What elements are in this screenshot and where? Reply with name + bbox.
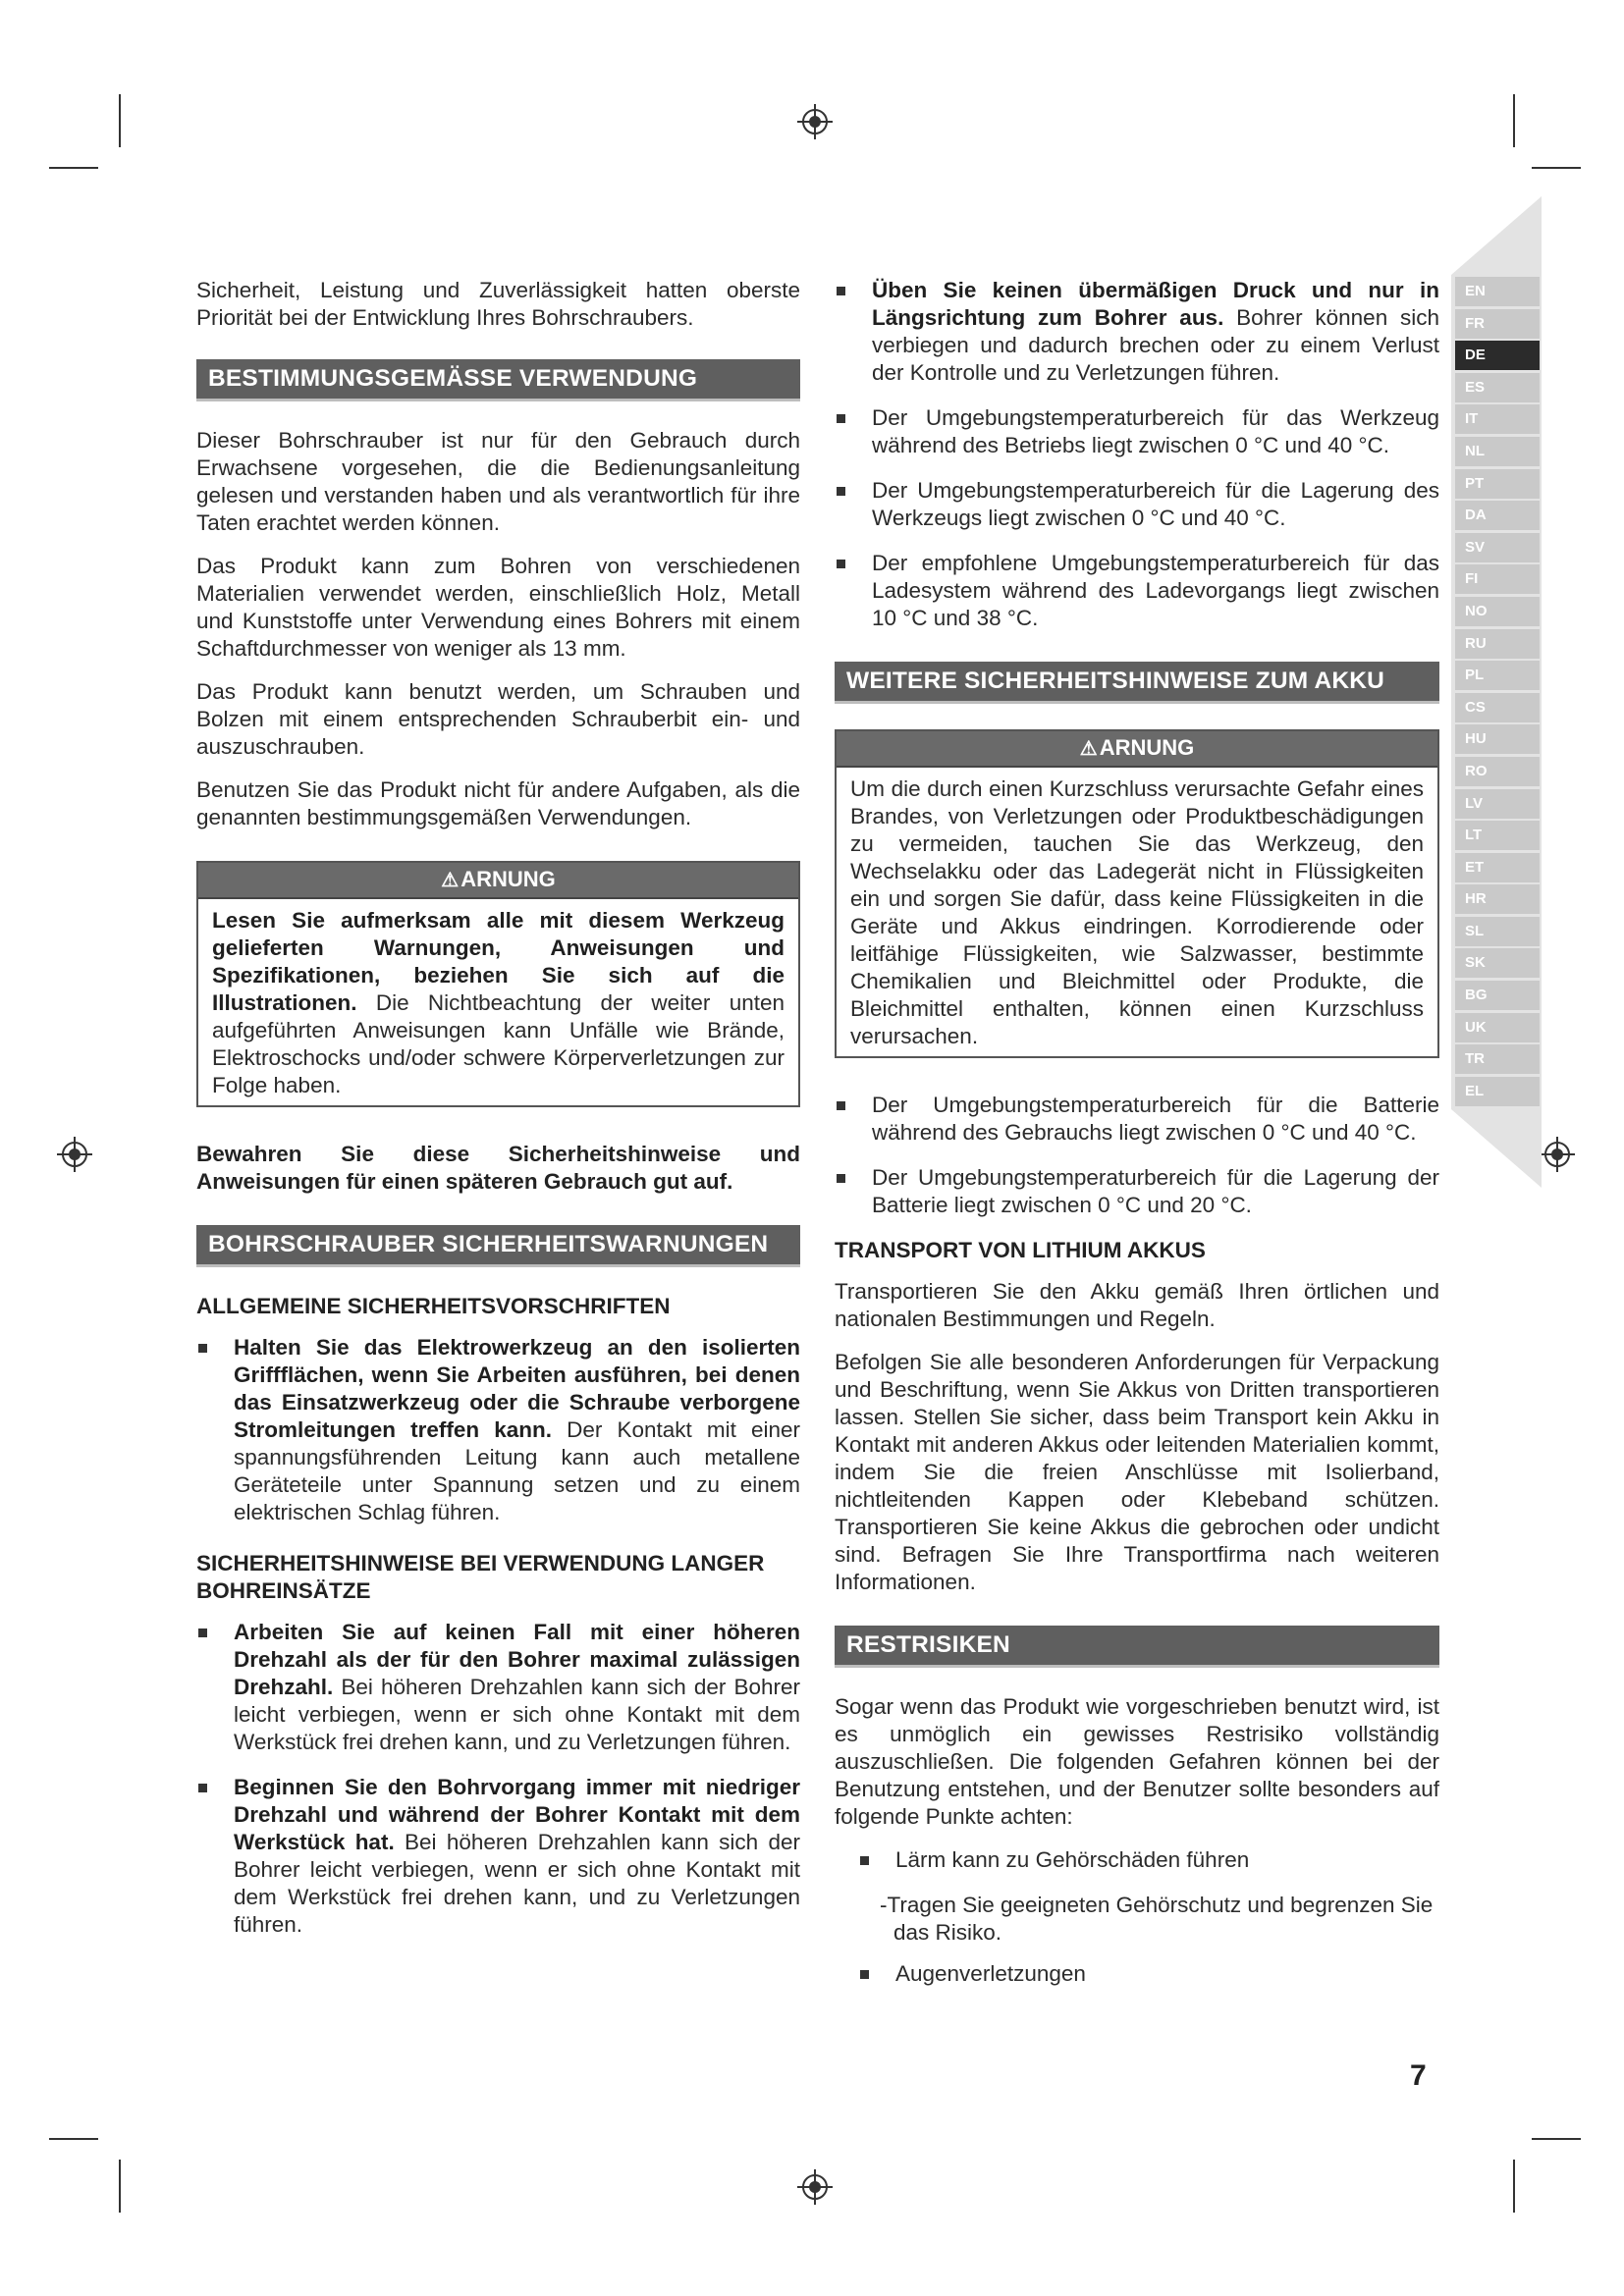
- language-tab-pt[interactable]: PT: [1455, 469, 1540, 499]
- crop-mark: [119, 2160, 121, 2213]
- language-tab-pl[interactable]: PL: [1455, 661, 1540, 690]
- language-tab-bg[interactable]: BG: [1455, 981, 1540, 1010]
- list-item: [835, 404, 1439, 459]
- paragraph: Sogar wenn das Produkt wie vorgeschrieben benutzt wird, ist es unmöglich ein gewisses Restrisiko vollständig auszuschließen. Die folgenden Gefahren können bei der Benutzung entstehen, und der Benutzer sollte besonders auf folgende Punkte achten:: [835, 1694, 1439, 1829]
- language-tab-cs[interactable]: CS: [1455, 693, 1540, 722]
- language-tab-uk[interactable]: UK: [1455, 1013, 1540, 1042]
- bullet-text: Der Umgebungstemperaturbereich für die Lagerung des Werkzeugs liegt zwischen 0 °C und 40 °C.: [872, 478, 1439, 530]
- crop-mark: [1532, 2138, 1581, 2140]
- bullet-icon: [860, 1856, 869, 1865]
- registration-mark-icon: [795, 102, 835, 141]
- language-tab-sl[interactable]: SL: [1455, 917, 1540, 946]
- bullet-text: Augenverletzungen: [895, 1961, 1086, 1986]
- warning-body: Um die durch einen Kurzschluss verursachte Gefahr eines Brandes, von Verletzungen oder Produktbeschädigungen zu vermeiden, tauchen Sie das Werkzeug, den Wechselakku oder das Ladegerät nicht in Flüssigkeiten ein und sorgen Sie dafür, dass keine Flüssigkeiten in die Geräte und Akkus eindringen. Korrodierende oder leitfähige Flüssigkeiten, wie Salzwasser, bestimmte Chemikalien und Bleichmittel oder Produkte, die Bleichmittel enthalten, können einen Kurzschluss verursachen.: [850, 776, 1424, 1048]
- list-item: [835, 550, 1439, 632]
- bullet-icon: [198, 1629, 207, 1637]
- bullet-icon: [198, 1784, 207, 1792]
- language-tab-sk[interactable]: SK: [1455, 948, 1540, 978]
- list-item: [835, 1846, 1439, 1874]
- warning-bold-text: Lesen Sie aufmerksam alle mit diesem Werkzeug gelieferten Warnungen, Anweisungen und Spezifikationen, beziehen Sie sich auf die Illustrationen.: [212, 908, 785, 1015]
- bullet-icon: [837, 487, 845, 496]
- language-tab-et[interactable]: ET: [1455, 853, 1540, 882]
- language-tabs: [1455, 277, 1540, 1108]
- bullet-text: Bei höheren Drehzahlen kann sich der Bohrer leicht verbiegen, wenn er sich ohne Kontakt mit dem Werkstück frei drehen kann, und zu Verletzungen führen.: [234, 1830, 800, 1937]
- warning-box: [196, 861, 800, 1107]
- language-tab-ru[interactable]: RU: [1455, 629, 1540, 659]
- paragraph: Dieser Bohrschrauber ist nur für den Gebrauch durch Erwachsene vorgesehen, die die Bedienungsanleitung gelesen und verstanden haben und als verantwortlich für ihre Taten erachtet werden können.: [196, 428, 800, 535]
- bullet-text: Der empfohlene Umgebungstemperaturbereich für das Ladesystem während des Ladevorgangs liegt zwischen 10 °C und 38 °C.: [872, 551, 1439, 630]
- list-item: [196, 1334, 800, 1526]
- bullet-icon: [837, 560, 845, 568]
- language-tab-hu[interactable]: HU: [1455, 724, 1540, 754]
- warning-icon: ⚠: [1079, 738, 1098, 760]
- paragraph: Das Produkt kann zum Bohren von verschiedenen Materialien verwendet werden, einschließlich Holz, Metall und Kunststoffe unter Verwendung eines Bohrers mit einem Schaftdurchmesser von weniger als 13 mm.: [196, 554, 800, 661]
- language-tab-el[interactable]: EL: [1455, 1077, 1540, 1106]
- subheading: TRANSPORT VON LITHIUM AKKUS: [835, 1238, 1206, 1262]
- bullet-icon: [837, 1101, 845, 1110]
- warning-text: Die Nichtbeachtung der weiter unten aufgeführten Anweisungen kann Unfälle wie Brände, Elektroschocks und/oder schwere Körperverletzungen zur Folge haben.: [212, 990, 785, 1097]
- bullet-text: Der Umgebungstemperaturbereich für die Lagerung der Batterie liegt zwischen 0 °C und 20 °C.: [872, 1165, 1439, 1217]
- keep-instructions: Bewahren Sie diese Sicherheitshinweise und Anweisungen für einen späteren Gebrauch gut auf.: [196, 1142, 800, 1194]
- section-heading: BESTIMMUNGSGEMÄSSE VERWENDUNG: [196, 359, 800, 401]
- list-item: [835, 1164, 1439, 1219]
- warning-icon: ⚠: [441, 870, 460, 891]
- language-tab-fr[interactable]: FR: [1455, 309, 1540, 339]
- list-item: [835, 277, 1439, 387]
- paragraph: Transportieren Sie den Akku gemäß Ihren örtlichen und nationalen Bestimmungen und Regeln.: [835, 1279, 1439, 1331]
- bullet-bold: Arbeiten Sie auf keinen Fall mit einer höheren Drehzahl als der für den Bohrer maximal zulässigen Drehzahl.: [234, 1620, 800, 1699]
- language-tab-no[interactable]: NO: [1455, 597, 1540, 626]
- section-heading: BOHRSCHRAUBER SICHERHEITSWARNUNGEN: [196, 1225, 800, 1267]
- crop-mark: [1532, 167, 1581, 169]
- bullet-bold: Halten Sie das Elektrowerkzeug an den isolierten Griffflächen, wenn Sie Arbeiten ausführen, bei denen das Einsatzwerkzeug oder die Schraube verborgene Stromleitungen treffen kann.: [234, 1335, 800, 1442]
- language-tab-da[interactable]: DA: [1455, 501, 1540, 530]
- bullet-icon: [837, 287, 845, 295]
- bullet-text: Der Kontakt mit einer spannungsführenden Leitung kann auch metallene Geräteteile unter Spannung setzen und zu einem elektrischen Schlag führen.: [234, 1417, 801, 1524]
- section-heading: RESTRISIKEN: [835, 1626, 1439, 1668]
- language-tab-fi[interactable]: FI: [1455, 564, 1540, 594]
- bullet-bold: Beginnen Sie den Bohrvorgang immer mit niedriger Drehzahl und während der Bohrer Kontakt mit dem Werkstück hat.: [234, 1775, 800, 1854]
- language-tab-nl[interactable]: NL: [1455, 437, 1540, 466]
- bullet-text: Der Umgebungstemperaturbereich für die Batterie während des Gebrauchs liegt zwischen 0 °C und 40 °C.: [872, 1093, 1439, 1145]
- dash-item: -Tragen Sie geeigneten Gehörschutz und begrenzen Sie das Risiko.: [880, 1893, 1434, 1945]
- bullet-text: Lärm kann zu Gehörschäden führen: [895, 1847, 1250, 1872]
- subheading: ALLGEMEINE SICHERHEITSVORSCHRIFTEN: [196, 1294, 671, 1318]
- warning-box: [835, 729, 1439, 1058]
- bullet-bold: Üben Sie keinen übermäßigen Druck und nur in Längsrichtung zum Bohrer aus.: [872, 278, 1439, 330]
- left-column: [196, 277, 800, 1956]
- bullet-icon: [198, 1344, 207, 1353]
- page-number: 7: [1410, 2059, 1427, 2092]
- list-item: [196, 1619, 800, 1756]
- language-tab-sv[interactable]: SV: [1455, 533, 1540, 562]
- language-tab-de[interactable]: DE: [1455, 341, 1540, 370]
- section-heading: WEITERE SICHERHEITSHINWEISE ZUM AKKU: [835, 662, 1439, 704]
- list-item: [835, 1092, 1439, 1147]
- language-tab-tr[interactable]: TR: [1455, 1044, 1540, 1074]
- language-tab-en[interactable]: EN: [1455, 277, 1540, 306]
- crop-mark: [49, 167, 98, 169]
- language-tab-lt[interactable]: LT: [1455, 821, 1540, 850]
- bullet-icon: [860, 1970, 869, 1979]
- bullet-text: Bohrer können sich verbiegen und dadurch brechen oder zu einem Verlust der Kontrolle und zu Verletzungen führen.: [872, 305, 1439, 385]
- language-tab-hr[interactable]: HR: [1455, 884, 1540, 914]
- registration-mark-icon: [55, 1135, 94, 1174]
- bullet-text: Bei höheren Drehzahlen kann sich der Bohrer leicht verbiegen, wenn er sich ohne Kontakt mit dem Werkstück frei drehen kann, und zu Verletzungen führen.: [234, 1675, 800, 1754]
- crop-mark: [1513, 2160, 1515, 2213]
- list-item: [835, 477, 1439, 532]
- subheading: SICHERHEITSHINWEISE BEI VERWENDUNG LANGER BOHREINSÄTZE: [196, 1551, 765, 1603]
- intro-paragraph: Sicherheit, Leistung und Zuverlässigkeit hatten oberste Priorität bei der Entwicklung Ihres Bohrschraubers.: [196, 278, 800, 330]
- warning-body: [198, 899, 798, 1105]
- paragraph: Benutzen Sie das Produkt nicht für andere Aufgaben, als die genannten bestimmungsgemäßen Verwendungen.: [196, 777, 800, 829]
- language-tab-ro[interactable]: RO: [1455, 757, 1540, 786]
- warning-header: [837, 731, 1437, 768]
- language-tab-es[interactable]: ES: [1455, 373, 1540, 402]
- bullet-icon: [837, 414, 845, 423]
- language-tab-it[interactable]: IT: [1455, 404, 1540, 434]
- bullet-text: Der Umgebungstemperaturbereich für das Werkzeug während des Betriebs liegt zwischen 0 °C und 40 °C.: [872, 405, 1439, 457]
- paragraph: Befolgen Sie alle besonderen Anforderungen für Verpackung und Beschriftung, wenn Sie Akkus von Dritten transportieren lassen. Stellen Sie sicher, dass beim Transport kein Akku in Kontakt mit anderen Akkus oder leitenden Materialien kommt, indem Sie die freien Anschlüsse mit Isolierband, nichtleitenden Kappen oder Klebeband schützen. Transportieren Sie keine Akkus die gebrochen oder undicht sind. Befragen Sie Ihre Transportfirma nach weiteren Informationen.: [835, 1350, 1439, 1594]
- right-column: [835, 277, 1439, 2005]
- warning-title: ARNUNG: [460, 867, 556, 891]
- crop-mark: [119, 94, 121, 147]
- list-item: [196, 1774, 800, 1939]
- language-tab-lv[interactable]: LV: [1455, 789, 1540, 819]
- bullet-icon: [837, 1174, 845, 1183]
- warning-title: ARNUNG: [1099, 735, 1195, 760]
- paragraph: Das Produkt kann benutzt werden, um Schrauben und Bolzen mit einem entsprechenden Schrauberbit ein- und auszuschrauben.: [196, 679, 800, 759]
- crop-mark: [49, 2138, 98, 2140]
- crop-mark: [1513, 94, 1515, 147]
- warning-header: [198, 863, 798, 899]
- registration-mark-icon: [795, 2167, 835, 2207]
- list-item: [835, 1960, 1439, 1988]
